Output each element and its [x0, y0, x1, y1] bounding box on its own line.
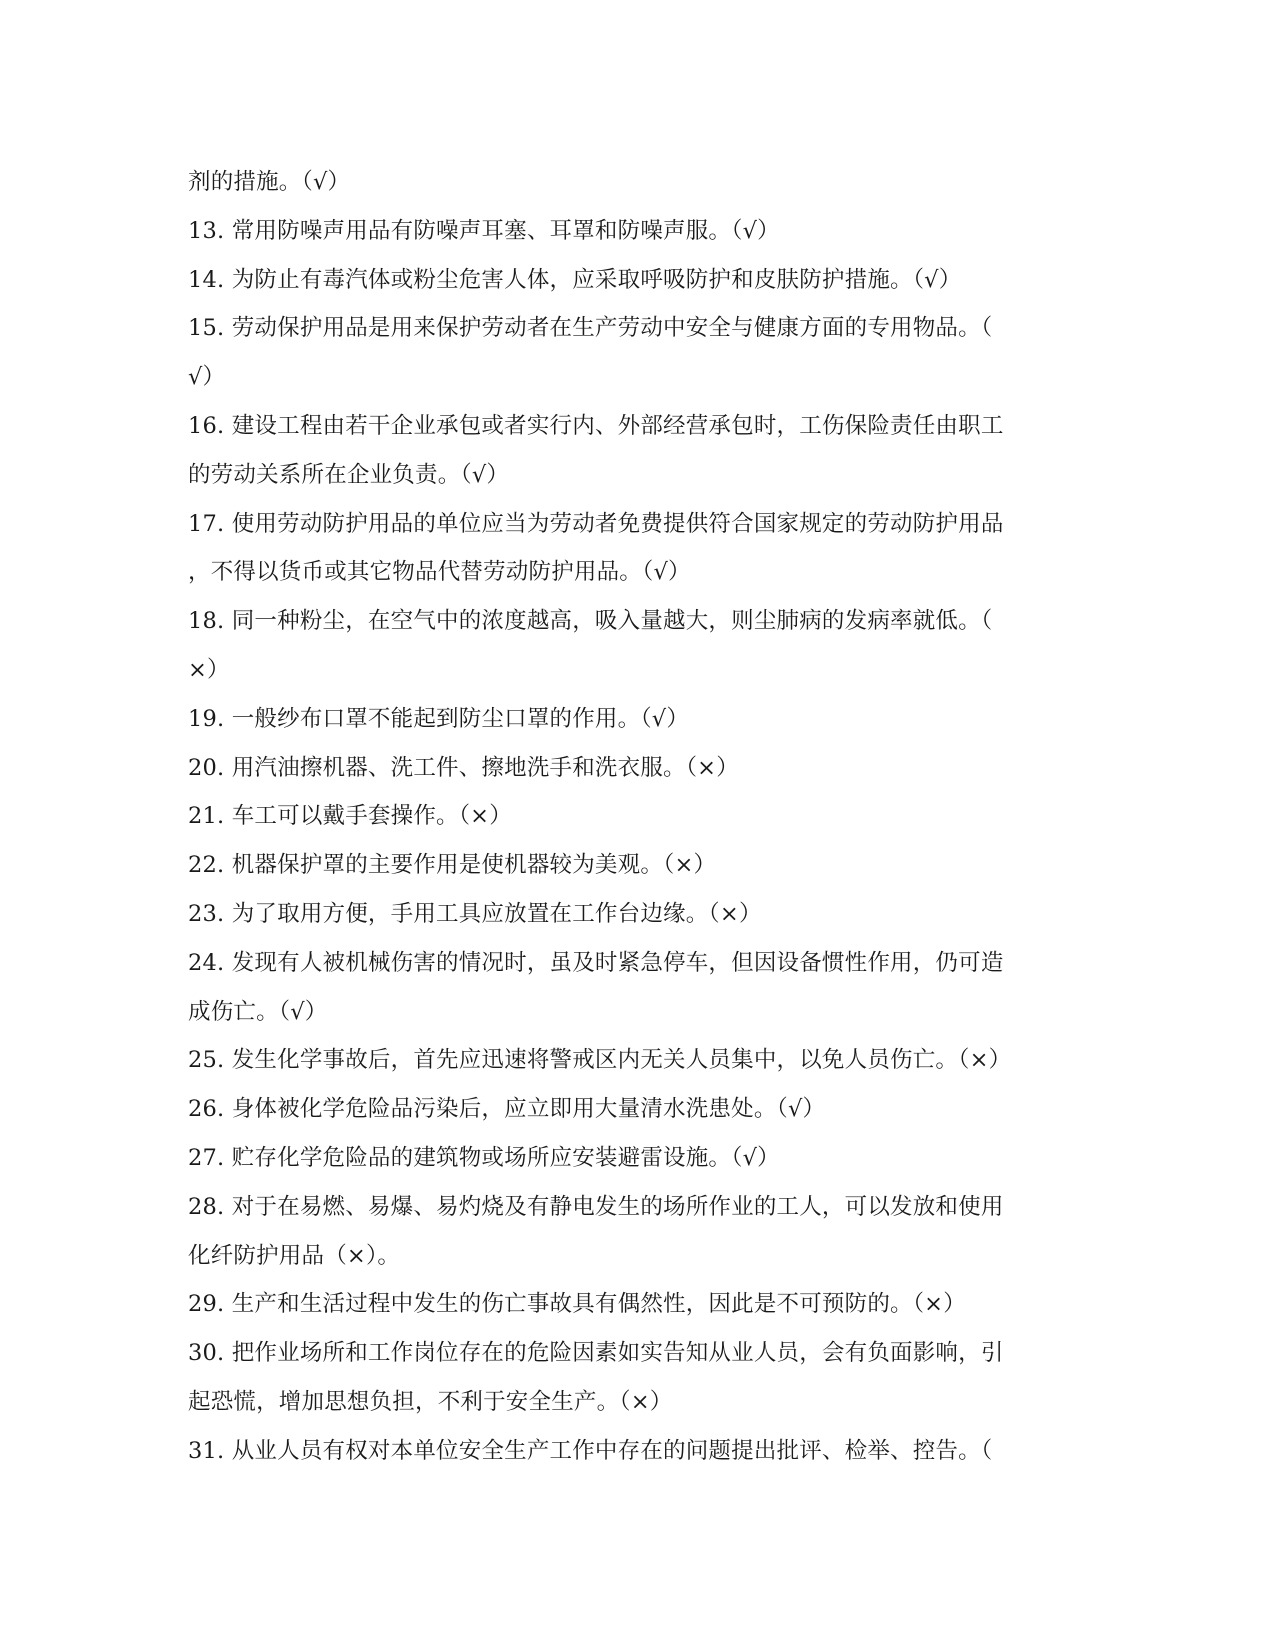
text-line: 20. 用汽油擦机器、洗工件、擦地洗手和洗衣服。（×） — [188, 754, 739, 781]
text-line: 21. 车工可以戴手套操作。（×） — [188, 803, 512, 830]
document-body — [188, 158, 1088, 1476]
text-line: 的劳动关系所在企业负责。（√） — [188, 461, 510, 488]
text-line: 成伤亡。（√） — [188, 998, 328, 1025]
text-line: 剂的措施。（√） — [188, 169, 351, 195]
text-line: 15. 劳动保护用品是用来保护劳动者在生产劳动中安全与健康方面的专用物品。（ — [188, 315, 993, 342]
text-line: 29. 生产和生活过程中发生的伤亡事故具有偶然性，因此是不可预防的。（×） — [188, 1291, 966, 1318]
text-line: 14. 为防止有毒汽体或粉尘危害人体，应采取呼吸防护和皮肤防护措施。（√） — [188, 266, 962, 293]
text-line: 23. 为了取用方便，手用工具应放置在工作台边缘。（×） — [188, 900, 762, 927]
text-line: 31. 从业人员有权对本单位安全生产工作中存在的问题提出批评、检举、控告。（ — [188, 1437, 993, 1464]
text-line: 16. 建设工程由若干企业承包或者实行内、外部经营承包时，工伤保险责任由职工 — [188, 412, 1004, 439]
text-line: 13. 常用防噪声用品有防噪声耳塞、耳罩和防噪声服。（√） — [188, 217, 780, 244]
text-line: 26. 身体被化学危险品污染后，应立即用大量清水洗患处。（√） — [188, 1096, 826, 1123]
text-line: ，不得以货币或其它物品代替劳动防护用品。（√） — [188, 559, 691, 586]
text-line: 19. 一般纱布口罩不能起到防尘口罩的作用。（√） — [188, 705, 690, 732]
text-line: √） — [188, 364, 226, 391]
text-line: 25. 发生化学事故后，首先应迅速将警戒区内无关人员集中，以免人员伤亡。（×） — [188, 1047, 1012, 1074]
text-line: 起恐慌，增加思想负担，不利于安全生产。（×） — [188, 1388, 673, 1415]
text-line: 18. 同一种粉尘，在空气中的浓度越高，吸入量越大，则尘肺病的发病率就低。（ — [188, 608, 993, 635]
text-line: 24. 发现有人被机械伤害的情况时，虽及时紧急停车，但因设备惯性作用，仍可造 — [188, 949, 1004, 976]
text-line: 28. 对于在易燃、易爆、易灼烧及有静电发生的场所作业的工人，可以发放和使用 — [188, 1193, 1004, 1220]
text-line: 27. 贮存化学危险品的建筑物或场所应安装避雷设施。（√） — [188, 1144, 780, 1171]
text-line: 22. 机器保护罩的主要作用是使机器较为美观。（×） — [188, 852, 717, 879]
text-line: 17. 使用劳动防护用品的单位应当为劳动者免费提供符合国家规定的劳动防护用品 — [188, 510, 1004, 537]
text-line: 30. 把作业场所和工作岗位存在的危险因素如实告知从业人员，会有负面影响，引 — [188, 1340, 1004, 1367]
text-line: 化纤防护用品（×）。 — [188, 1242, 401, 1269]
text-line: ×） — [188, 656, 230, 683]
